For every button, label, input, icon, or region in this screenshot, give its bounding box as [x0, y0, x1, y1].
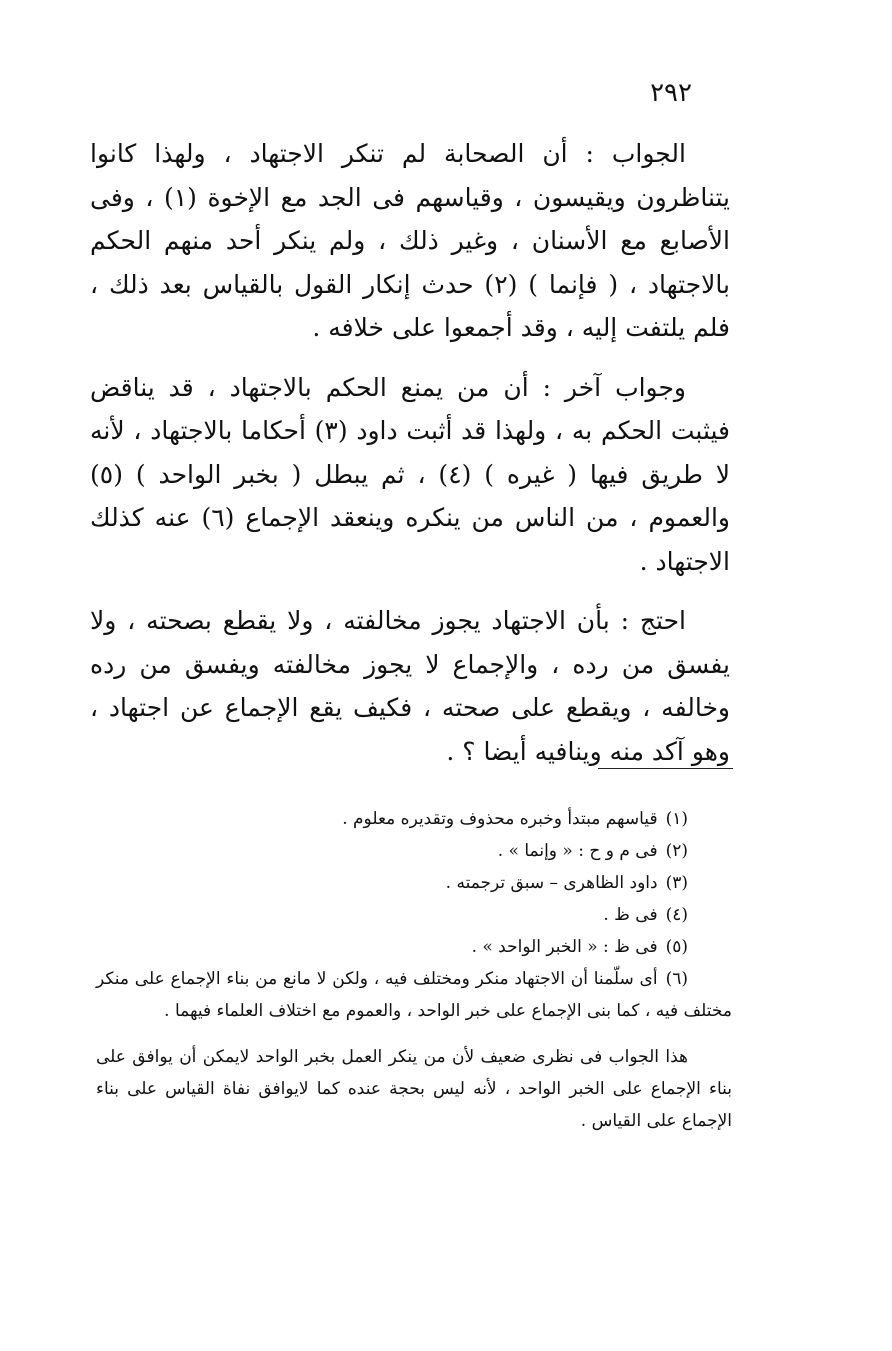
footnote-text: فى م و ح : « وإنما » . — [497, 841, 658, 861]
footnote-number: (١) — [665, 809, 688, 829]
main-text — [90, 132, 730, 789]
footnote-number: (٣) — [665, 873, 688, 893]
footnote-4 — [96, 899, 732, 931]
footnote-number: (٤) — [665, 905, 688, 925]
footnote-6 — [96, 963, 732, 1027]
footnote-list — [96, 803, 732, 1027]
page-number: ٢٩٢ — [650, 78, 692, 108]
footnote-number: (٦) — [665, 969, 688, 989]
footnote-text: قياسهم مبتدأ وخبره محذوف وتقديره معلوم . — [342, 809, 658, 829]
footnote-head — [658, 969, 732, 989]
editor-comment: هذا الجواب فى نظرى ضعيف لأن من ينكر العمل بخبر الواحد لايمكن أن يوافق على بناء الإجماع على الخبر الواحد ، لأنه ليس بحجة عنده كما لايوافق نفاة القياس على بناء الإجماع على القياس . — [96, 1047, 732, 1131]
paragraph-argument: احتج : بأن الاجتهاد يجوز مخالفته ، ولا يقطع بصحته ، ولا يفسق من رده ، والإجماع لا يجوز مخالفته ويفسق من رده وخالفه ، ويقطع على صحته ، فكيف يقع الإجماع عن اجتهاد ، وهو آكد منه وينافيه أيضا ؟ . — [90, 606, 730, 766]
footnote-number: (٢) — [665, 841, 688, 861]
paragraph-another-answer: وجواب آخر : أن من يمنع الحكم بالاجتهاد ، قد يناقض فيثبت الحكم به ، ولهذا قد أثبت داود (٣) أحكاما بالاجتهاد ، لأنه لا طريق فيها ( غيره ) (٤) ، ثم يبطل ( بخبر الواحد ) (٥) والعموم ، من الناس من ينكره وينعقد الإجماع (٦) عنه كذلك الاجتهاد . — [90, 372, 731, 576]
paragraph-answer: الجواب : أن الصحابة لم تنكر الاجتهاد ، ولهذا كانوا يتناظرون ويقيسون ، وقياسهم فى الجد مع الإخوة (١) ، وفى الأصابع مع الأسنان ، وغير ذلك ، ولم ينكر أحد منهم الحكم بالاجتهاد ، ( فإنما ) (٢) حدث إنكار القول بالقياس بعد ذلك ، فلم يلتفت إليه ، وقد أجمعوا على خلافه . — [90, 139, 731, 342]
footnote-3 — [96, 867, 732, 899]
footnote-number: (٥) — [665, 937, 688, 957]
footnote-text: أى سلّمنا أن الاجتهاد منكر ومختلف فيه ، ولكن لا مانع من بناء الإجماع على منكر مختلف فيه ، كما بنى الإجماع على خبر الواحد ، والعموم مع اختلاف العلماء فيهما . — [96, 969, 732, 1021]
footnote-1 — [96, 803, 732, 835]
footnote-text: فى ظ : « الخبر الواحد » . — [471, 937, 658, 957]
footnote-text: داود الظاهرى – سبق ترجمته . — [445, 873, 658, 893]
footnote-5 — [96, 931, 732, 963]
footnote-text: فى ظ . — [603, 905, 658, 925]
footnote-divider — [598, 768, 733, 769]
footnote-2 — [96, 835, 732, 867]
footnotes — [96, 803, 732, 1154]
